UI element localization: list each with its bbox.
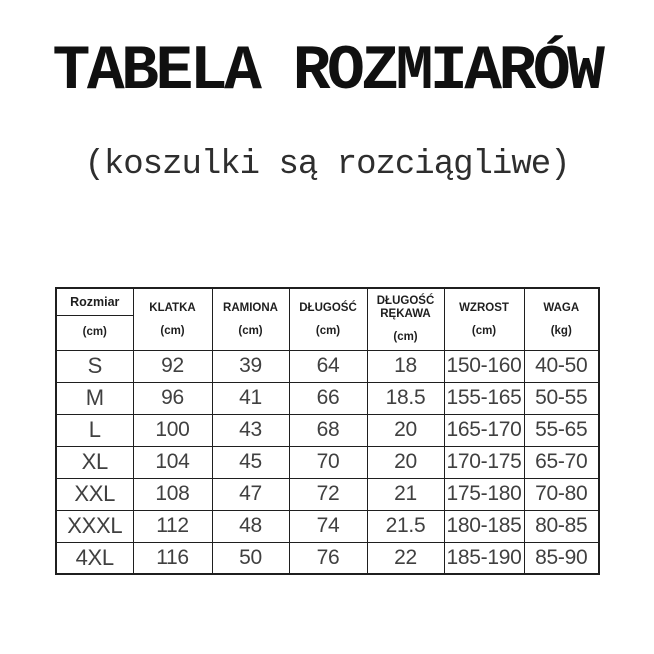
page-subtitle: (koszulki są rozciągliwe)	[84, 146, 570, 184]
value-cell: 104	[133, 446, 212, 478]
size-cell: XXL	[56, 478, 133, 510]
size-cell: M	[56, 382, 133, 414]
header-unit: (cm)	[393, 331, 418, 344]
value-cell: 175-180	[444, 478, 524, 510]
header-unit: (cm)	[238, 324, 263, 337]
header-cell-wzrost	[444, 288, 524, 350]
value-cell: 108	[133, 478, 212, 510]
table-row-xl	[56, 446, 599, 478]
header-unit: (cm)	[315, 324, 341, 337]
size-cell: S	[56, 350, 133, 382]
value-cell: 76	[289, 542, 367, 574]
table-row-s	[56, 350, 599, 382]
value-cell: 180-185	[444, 510, 524, 542]
value-cell: 41	[212, 382, 289, 414]
header-label: DŁUGOŚĆ	[299, 301, 357, 314]
header-label: DŁUGOŚĆ RĘKAWA	[376, 295, 435, 321]
header-label: RAMIONA	[223, 301, 278, 314]
value-cell: 74	[289, 510, 367, 542]
size-cell: 4XL	[56, 542, 133, 574]
value-cell: 47	[212, 478, 289, 510]
value-cell: 70	[289, 446, 367, 478]
value-cell: 39	[212, 350, 289, 382]
value-cell: 18.5	[367, 382, 444, 414]
header-label: WAGA	[543, 301, 580, 314]
header-rozmiar-unit: (cm)	[82, 326, 107, 338]
value-cell: 18	[367, 350, 444, 382]
value-cell: 155-165	[444, 382, 524, 414]
table-row-l	[56, 414, 599, 446]
header-row	[56, 288, 599, 350]
header-label: KLATKA	[149, 301, 196, 314]
value-cell: 100	[133, 414, 212, 446]
header-label: WZROST	[459, 301, 509, 314]
table-row-4xl	[56, 542, 599, 574]
table-row-xxxl	[56, 510, 599, 542]
value-cell: 85-90	[524, 542, 599, 574]
table-row-m	[56, 382, 599, 414]
value-cell: 92	[133, 350, 212, 382]
value-cell: 68	[289, 414, 367, 446]
value-cell: 21	[367, 478, 444, 510]
header-unit: (kg)	[550, 324, 572, 337]
size-cell: XXXL	[56, 510, 133, 542]
value-cell: 170-175	[444, 446, 524, 478]
page-title: TABELA ROZMIARÓW	[52, 36, 602, 107]
value-cell: 64	[289, 350, 367, 382]
header-rozmiar-label: Rozmiar	[57, 289, 133, 316]
header-cell-dlugosc-rekawa	[367, 288, 444, 350]
value-cell: 48	[212, 510, 289, 542]
value-cell: 165-170	[444, 414, 524, 446]
value-cell: 20	[367, 446, 444, 478]
value-cell: 45	[212, 446, 289, 478]
value-cell: 50	[212, 542, 289, 574]
value-cell: 150-160	[444, 350, 524, 382]
value-cell: 72	[289, 478, 367, 510]
value-cell: 20	[367, 414, 444, 446]
value-cell: 55-65	[524, 414, 599, 446]
value-cell: 112	[133, 510, 212, 542]
value-cell: 21.5	[367, 510, 444, 542]
size-cell: XL	[56, 446, 133, 478]
header-cell-rozmiar	[56, 288, 133, 350]
header-cell-ramiona	[212, 288, 289, 350]
value-cell: 70-80	[524, 478, 599, 510]
value-cell: 185-190	[444, 542, 524, 574]
value-cell: 96	[133, 382, 212, 414]
table-row-xxl	[56, 478, 599, 510]
value-cell: 43	[212, 414, 289, 446]
value-cell: 65-70	[524, 446, 599, 478]
size-table	[55, 287, 600, 575]
value-cell: 80-85	[524, 510, 599, 542]
value-cell: 22	[367, 542, 444, 574]
value-cell: 66	[289, 382, 367, 414]
value-cell: 116	[133, 542, 212, 574]
header-unit: (cm)	[160, 324, 185, 337]
header-unit: (cm)	[471, 324, 497, 337]
header-cell-waga	[524, 288, 599, 350]
size-cell: L	[56, 414, 133, 446]
value-cell: 40-50	[524, 350, 599, 382]
header-cell-dlugosc	[289, 288, 367, 350]
header-cell-klatka	[133, 288, 212, 350]
value-cell: 50-55	[524, 382, 599, 414]
